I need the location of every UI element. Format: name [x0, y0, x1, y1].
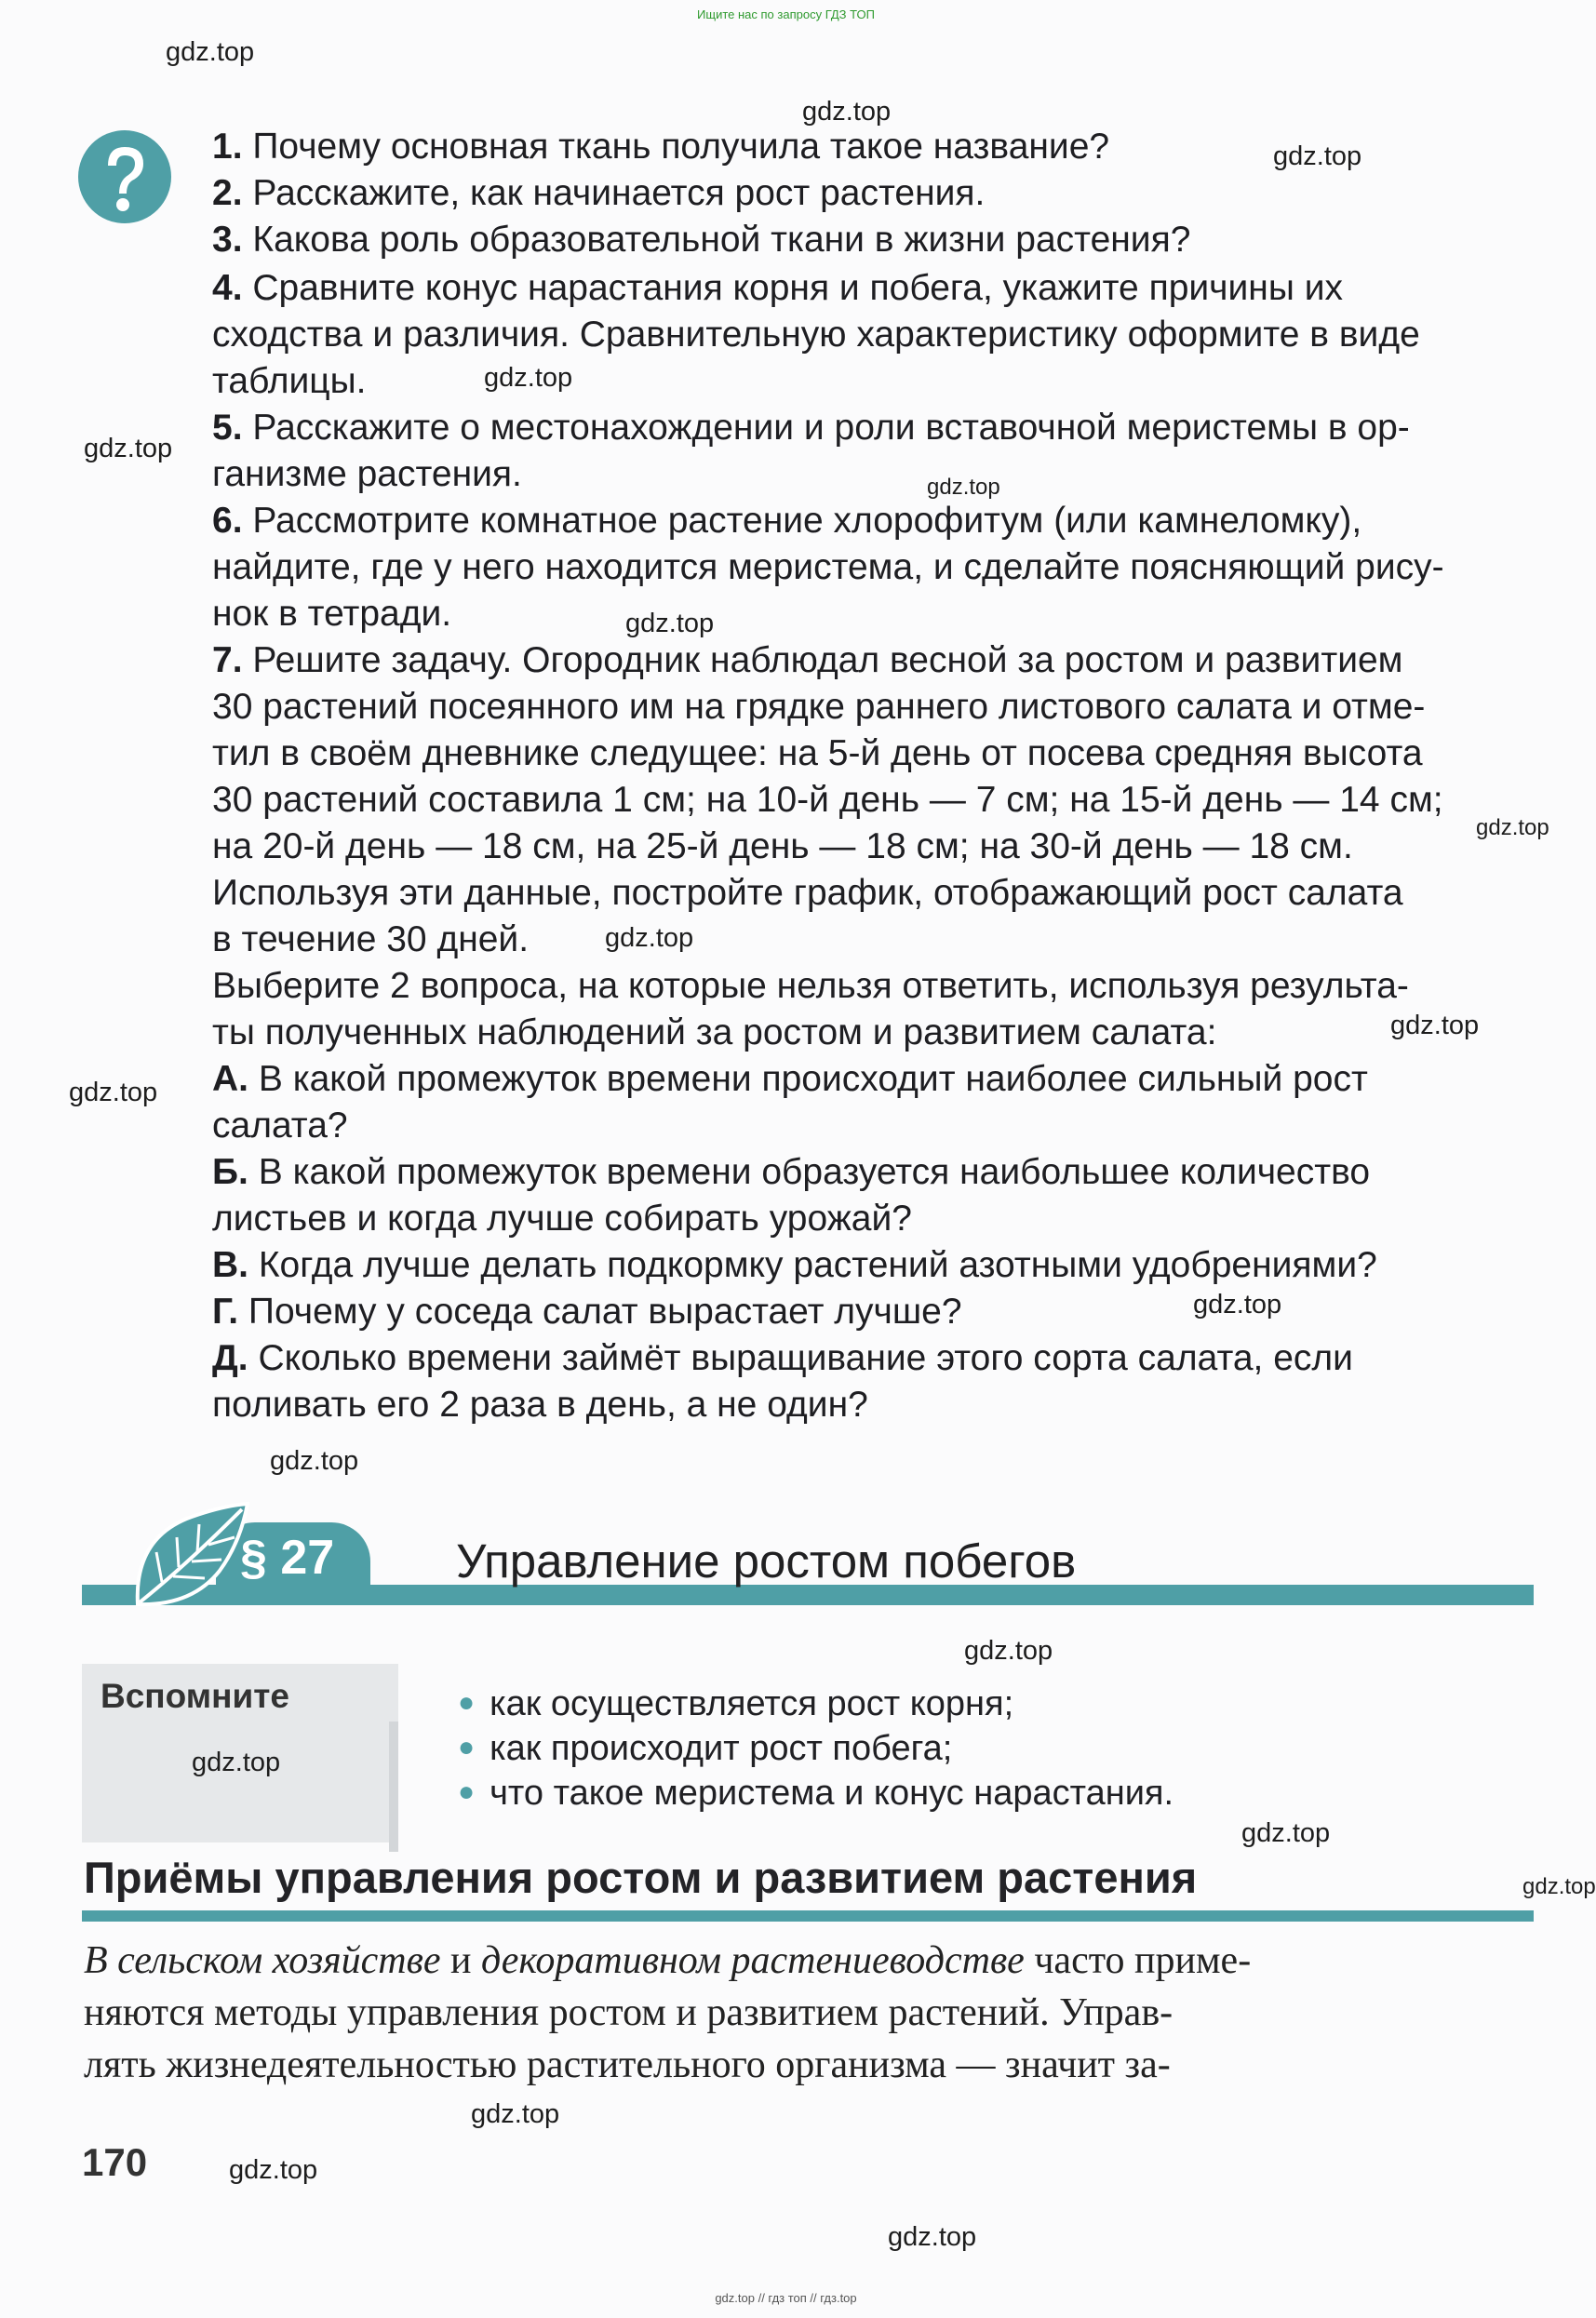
watermark: gdz.top [270, 1446, 359, 1476]
recall-divider [389, 1722, 398, 1852]
question-6-line-3: нок в тетради. [212, 594, 452, 634]
section-number: § 27 [240, 1531, 335, 1585]
option-g: Г. Почему у соседа салат вырастает лучше? [212, 1292, 962, 1332]
watermark: gdz.top [84, 434, 173, 463]
question-4-line-2: сходства и различия. Сравнительную характеристику оформите в виде [212, 315, 1420, 355]
option-d: Д. Сколько времени займёт выращивание этого сорта салата, если [212, 1338, 1353, 1378]
watermark: gdz.top [192, 1748, 281, 1777]
watermark: gdz.top [625, 609, 715, 638]
question-7-line-9: ты полученных наблюдений за ростом и развитием салата: [212, 1012, 1217, 1052]
question-3: 3. Какова роль образовательной ткани в жизни растения? [212, 220, 1191, 260]
section-title: Управление ростом побегов [456, 1534, 1077, 1588]
watermark: gdz.top [229, 2155, 318, 2185]
watermark: gdz.top [1390, 1011, 1480, 1040]
option-d-line-2: поливать его 2 раза в день, а не один? [212, 1385, 868, 1425]
paragraph-line-2: няются методы управления ростом и развитием растений. Управ- [84, 1991, 1174, 2034]
subsection-title: Приёмы управления ростом и развитием растения [84, 1853, 1198, 1902]
recall-item: ● что такое меристема и конус нарастания. [458, 1774, 1174, 1813]
watermark: gdz.top [888, 2222, 977, 2252]
question-6-line-2: найдите, где у него находится меристема, и сделайте поясняющий рису- [212, 547, 1444, 587]
recall-title: Вспомните [101, 1677, 289, 1715]
page-number: 170 [82, 2140, 148, 2184]
recall-item: ● как происходит рост побега; [458, 1729, 953, 1768]
watermark: gdz.top [166, 37, 255, 67]
option-a: А. В какой промежуток времени происходит наиболее сильный рост [212, 1059, 1368, 1099]
top-search-note: Ищите нас по запросу ГДЗ ТОП [697, 7, 875, 21]
question-5-line-2: ганизме растения. [212, 454, 522, 494]
watermark: gdz.top [1193, 1290, 1282, 1320]
bottom-note: gdz.top // гдз топ // гдз.top [715, 2291, 857, 2305]
question-1: 1. Почему основная ткань получила такое название? [212, 127, 1110, 167]
watermark: gdz.top [471, 2099, 560, 2129]
question-6: 6. Рассмотрите комнатное растение хлорофитум (или камнеломку), [212, 501, 1362, 541]
option-b-line-2: листьев и когда лучше собирать урожай? [212, 1199, 912, 1239]
watermark: gdz.top [927, 475, 1000, 500]
watermark: gdz.top [1476, 815, 1549, 840]
question-7-line-3: тил в своём дневнике следущее: на 5-й день от посева средняя высота [212, 733, 1423, 773]
bullet-icon: ● [458, 1776, 476, 1807]
paragraph-line-1: В сельском хозяйстве и декоративном растениеводстве часто приме- [84, 1939, 1252, 1982]
question-7-line-8: Выберите 2 вопроса, на которые нельзя ответить, используя результа- [212, 966, 1409, 1006]
question-2: 2. Расскажите, как начинается рост растения. [212, 173, 986, 213]
question-7-line-6: Используя эти данные, постройте график, отображающий рост салата [212, 873, 1403, 913]
question-7: 7. Решите задачу. Огородник наблюдал весной за ростом и развитием [212, 640, 1403, 680]
bullet-icon: ● [458, 1732, 476, 1762]
watermark: gdz.top [1273, 141, 1362, 171]
paragraph-line-3: лять жизнедеятельностью растительного организма — значит за- [84, 2043, 1171, 2086]
option-b: Б. В какой промежуток времени образуется наибольшее количество [212, 1152, 1371, 1192]
watermark: gdz.top [1241, 1818, 1331, 1848]
watermark: gdz.top [605, 923, 694, 953]
watermark: gdz.top [964, 1636, 1053, 1666]
question-7-line-2: 30 растений посеянного им на грядке раннего листового салата и отме- [212, 687, 1426, 727]
bullet-icon: ● [458, 1687, 476, 1718]
watermark: gdz.top [69, 1078, 158, 1107]
question-7-line-5: на 20-й день — 18 см, на 25-й день — 18 см; на 30-й день — 18 см. [212, 826, 1353, 866]
watermark: gdz.top [802, 97, 892, 127]
option-a-line-2: салата? [212, 1105, 348, 1146]
watermark: gdz.top [484, 363, 573, 393]
question-4: 4. Сравните конус нарастания корня и побега, укажите причины их [212, 268, 1343, 308]
question-7-line-7: в течение 30 дней. [212, 919, 530, 959]
watermark: gdz.top [1522, 1874, 1596, 1899]
leaf-icon [130, 1500, 253, 1612]
question-mark-icon [76, 128, 173, 225]
subsection-underline [82, 1910, 1534, 1922]
question-4-line-3: таблицы. [212, 361, 367, 401]
question-7-line-4: 30 растений составила 1 см; на 10-й день — 7 см; на 15-й день — 14 см; [212, 780, 1443, 820]
recall-item: ● как осуществляется рост корня; [458, 1684, 1014, 1723]
option-v: В. Когда лучше делать подкормку растений азотными удобрениями? [212, 1245, 1377, 1285]
question-5: 5. Расскажите о местонахождении и роли вставочной меристемы в ор- [212, 408, 1410, 448]
